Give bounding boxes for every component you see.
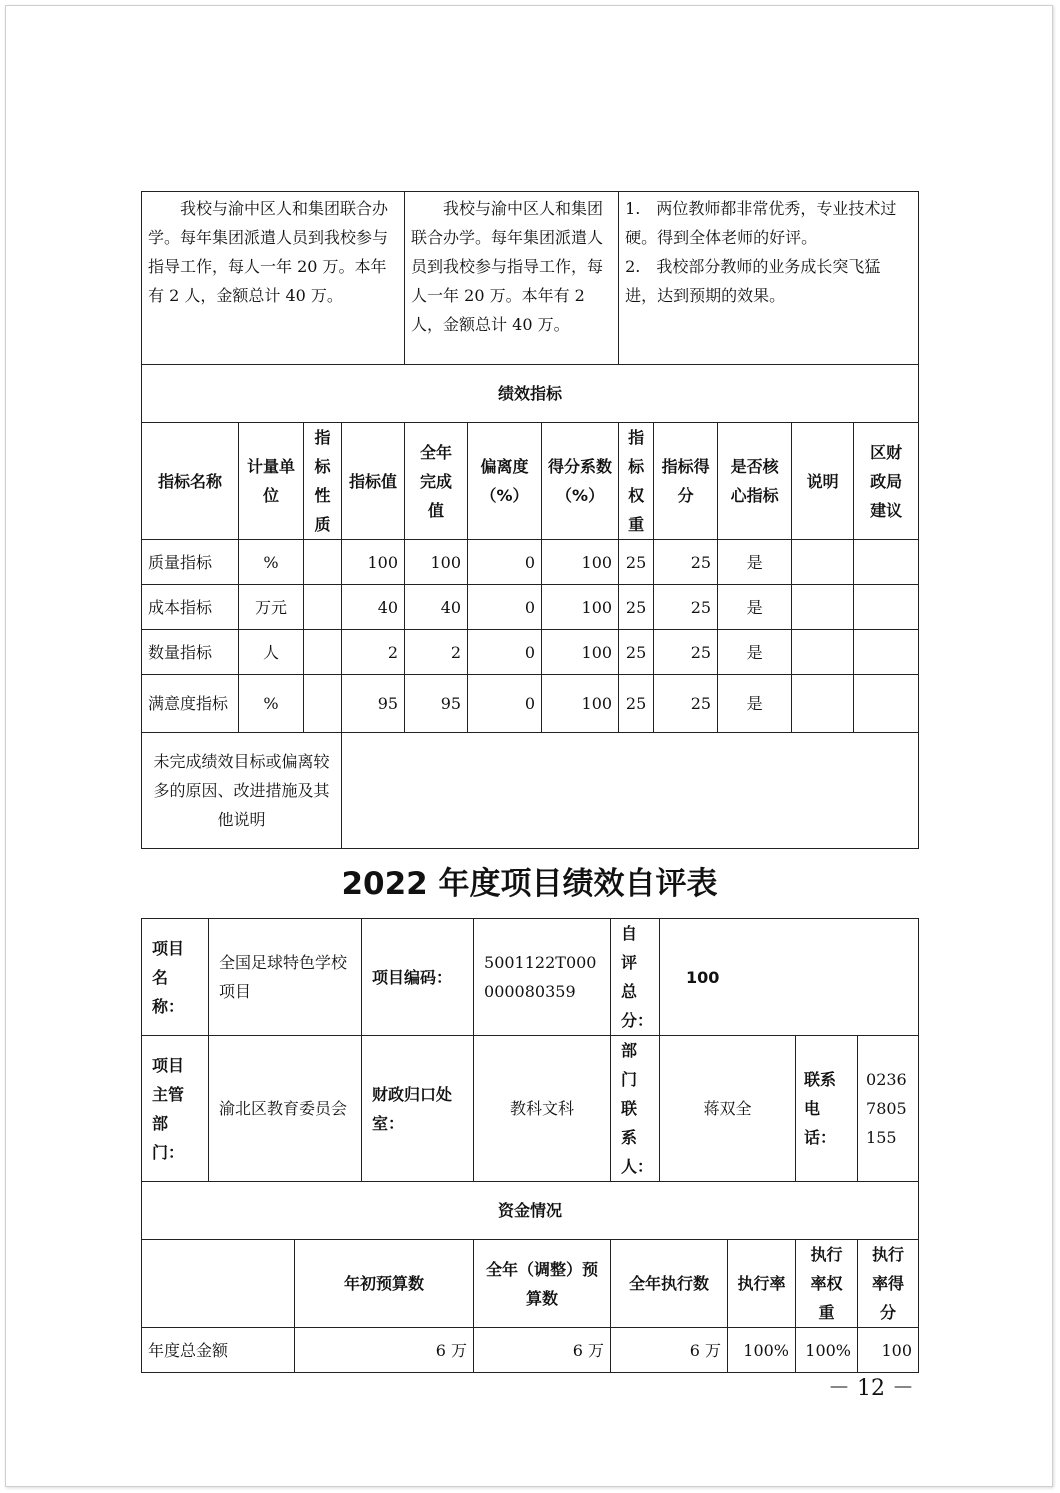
table-cell: 95 [405, 675, 468, 733]
project-info-row [142, 919, 919, 1036]
table-cell: 2 [342, 630, 405, 675]
table-cell: 年度总金额 [142, 1328, 295, 1373]
section-title-performance: 绩效指标 [142, 365, 919, 423]
table-cell: 是 [718, 540, 792, 585]
table-cell [304, 630, 342, 675]
performance-table [141, 191, 919, 849]
dept-label: 项目主管部门： [142, 1036, 209, 1182]
table-cell [854, 585, 919, 630]
table-cell: 100 [405, 540, 468, 585]
table-cell: 是 [718, 675, 792, 733]
table-cell: 数量指标 [142, 630, 239, 675]
header-cell: 是否核心指标 [718, 423, 792, 540]
header-cell: 执行率权重 [796, 1240, 858, 1328]
project-code-value: 5001122T000000080359 [474, 919, 611, 1036]
table-cell: 25 [619, 675, 654, 733]
table-cell [854, 540, 919, 585]
table-cell: 100 [342, 540, 405, 585]
table-cell [792, 585, 854, 630]
effect-item: 1. 两位教师都非常优秀，专业技术过硬。得到全体老师的好评。 [625, 199, 897, 247]
project-code-label: 项目编码： [362, 919, 474, 1036]
table-cell [792, 540, 854, 585]
page-number: － 12 － [828, 1376, 914, 1401]
header-cell: 指标性质 [304, 423, 342, 540]
header-cell: 指标权重 [619, 423, 654, 540]
header-cell: 指标值 [342, 423, 405, 540]
table-row [142, 540, 919, 585]
header-cell: 说明 [792, 423, 854, 540]
table-cell [304, 540, 342, 585]
header-cell: 得分系数（%） [542, 423, 619, 540]
table-cell: 0 [468, 630, 542, 675]
table-cell [304, 585, 342, 630]
table-cell: 100 [858, 1328, 919, 1373]
header-cell: 全年完成值 [405, 423, 468, 540]
table-cell: 100 [542, 630, 619, 675]
phone-label: 联系电话： [796, 1036, 858, 1182]
table-cell: % [239, 675, 304, 733]
score-label: 自评总分： [611, 919, 660, 1036]
table-cell: 25 [654, 540, 718, 585]
table-cell [854, 675, 919, 733]
department-row [142, 1036, 919, 1182]
table-cell: 满意度指标 [142, 675, 239, 733]
table-cell: 6 万 [474, 1328, 611, 1373]
project-name-value: 全国足球特色学校项目 [209, 919, 362, 1036]
table-cell: % [239, 540, 304, 585]
note-value [342, 733, 919, 849]
table-cell: 25 [654, 675, 718, 733]
dept-value: 渝北区教育委员会 [209, 1036, 362, 1182]
project-name-label: 项目名称： [142, 919, 209, 1036]
phone-value: 02367805155 [858, 1036, 919, 1182]
header-cell: 全年执行数 [611, 1240, 728, 1328]
table-cell: 25 [654, 585, 718, 630]
table-cell: 40 [342, 585, 405, 630]
table-cell: 25 [654, 630, 718, 675]
header-cell: 指标名称 [142, 423, 239, 540]
header-cell: 全年（调整）预算数 [474, 1240, 611, 1328]
table-cell [792, 675, 854, 733]
contact-value: 蒋双全 [660, 1036, 796, 1182]
table-cell: 质量指标 [142, 540, 239, 585]
office-value: 教科文科 [474, 1036, 611, 1182]
completion-description: 我校与渝中区人和集团联合办学。每年集团派遣人员到我校参与指导工作，每人一年 20 万。本年有 2 人，金额总计 40 万。 [405, 192, 619, 365]
table-cell: 40 [405, 585, 468, 630]
project-table [141, 918, 919, 1373]
header-cell [142, 1240, 295, 1328]
table-cell: 万元 [239, 585, 304, 630]
table-cell: 6 万 [611, 1328, 728, 1373]
header-cell: 执行率得分 [858, 1240, 919, 1328]
table-cell: 100% [796, 1328, 858, 1373]
table-cell: 0 [468, 540, 542, 585]
table-cell: 2 [405, 630, 468, 675]
table-cell [304, 675, 342, 733]
table-row [142, 630, 919, 675]
table-cell: 人 [239, 630, 304, 675]
note-row [142, 733, 919, 849]
table-cell [854, 630, 919, 675]
table-cell: 0 [468, 585, 542, 630]
table-cell: 25 [619, 630, 654, 675]
funds-row [142, 1328, 919, 1373]
table-cell: 100 [542, 540, 619, 585]
header-row [142, 423, 919, 540]
table-cell: 是 [718, 585, 792, 630]
table-cell: 6 万 [295, 1328, 474, 1373]
table-cell: 25 [619, 540, 654, 585]
table-cell: 100 [542, 585, 619, 630]
funds-header-row [142, 1240, 919, 1328]
header-cell: 计量单位 [239, 423, 304, 540]
target-description: 我校与渝中区人和集团联合办学。每年集团派遣人员到我校参与指导工作，每人一年 20 万。本年有 2 人，金额总计 40 万。 [142, 192, 405, 365]
table-row [142, 675, 919, 733]
table-row [142, 585, 919, 630]
effect-item: 2. 我校部分教师的业务成长突飞猛进，达到预期的效果。 [625, 257, 881, 305]
table-cell: 0 [468, 675, 542, 733]
description-row [142, 192, 919, 365]
score-value: 100 [660, 919, 919, 1036]
section-title-funds: 资金情况 [142, 1182, 919, 1240]
table-cell: 100 [542, 675, 619, 733]
table-cell: 95 [342, 675, 405, 733]
table-cell: 成本指标 [142, 585, 239, 630]
contact-label: 部门联系人： [611, 1036, 660, 1182]
note-label: 未完成绩效目标或偏离较多的原因、改进措施及其他说明 [142, 733, 342, 849]
effect-description [619, 192, 919, 365]
header-cell: 偏离度（%） [468, 423, 542, 540]
page-title: 2022 年度项目绩效自评表 [341, 866, 718, 902]
table-cell [792, 630, 854, 675]
office-label: 财政归口处室： [362, 1036, 474, 1182]
header-cell: 区财政局建议 [854, 423, 919, 540]
table-cell: 是 [718, 630, 792, 675]
table-cell: 100% [728, 1328, 796, 1373]
header-cell: 指标得分 [654, 423, 718, 540]
header-cell: 年初预算数 [295, 1240, 474, 1328]
header-cell: 执行率 [728, 1240, 796, 1328]
table-cell: 25 [619, 585, 654, 630]
